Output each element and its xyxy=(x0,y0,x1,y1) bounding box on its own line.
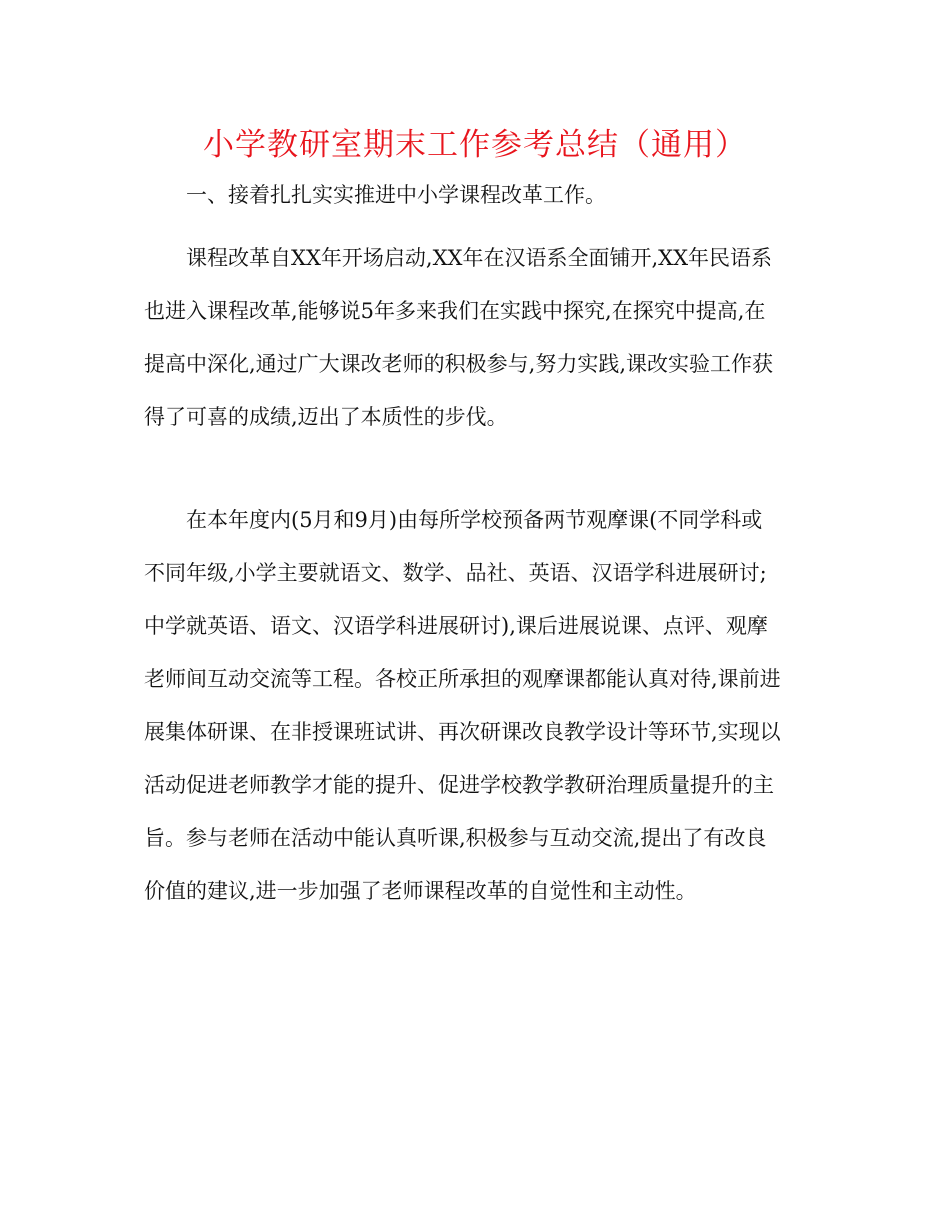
paragraph-line: 提高中深化,通过广大课改老师的积极参与,努力实践,课改实验工作获 xyxy=(144,352,774,376)
paragraph-line: 得了可喜的成绩,迈出了本质性的步伐。 xyxy=(144,405,508,429)
paragraph-line: 不同年级,小学主要就语文、数学、品社、英语、汉语学科进展研讨; xyxy=(144,561,767,585)
paragraph-line: 在本年度内(5月和9月)由每所学校预备两节观摩课(不同学科或 xyxy=(186,508,763,532)
section-heading: 一、接着扎扎实实推进中小学课程改革工作。 xyxy=(186,183,606,207)
paragraph-line: 价值的建议,进一步加强了老师课程改革的自觉性和主动性。 xyxy=(144,879,697,903)
paragraph-line: 展集体研课、在非授课班试讲、再次研课改良教学设计等环节,实现以 xyxy=(144,720,781,744)
paragraph-line: 活动促进老师教学才能的提升、促进学校教学教研治理质量提升的主 xyxy=(144,773,774,797)
paragraph-line: 课程改革自XX年开场启动,XX年在汉语系全面铺开,XX年民语系 xyxy=(186,246,773,270)
paragraph-line: 老师间互动交流等工程。各校正所承担的观摩课都能认真对待,课前进 xyxy=(144,667,781,691)
paragraph-line: 也进入课程改革,能够说5年多来我们在实践中探究,在探究中提高,在 xyxy=(144,299,766,323)
document-title: 小学教研室期末工作参考总结（通用） xyxy=(203,127,747,163)
paragraph-2 xyxy=(144,494,824,918)
paragraph-line: 中学就英语、语文、汉语学科进展研讨),课后进展说课、点评、观摩 xyxy=(144,614,768,638)
paragraph-1 xyxy=(144,232,824,444)
paragraph-line: 旨。参与老师在活动中能认真听课,积极参与互动交流,提出了有改良 xyxy=(144,826,767,850)
